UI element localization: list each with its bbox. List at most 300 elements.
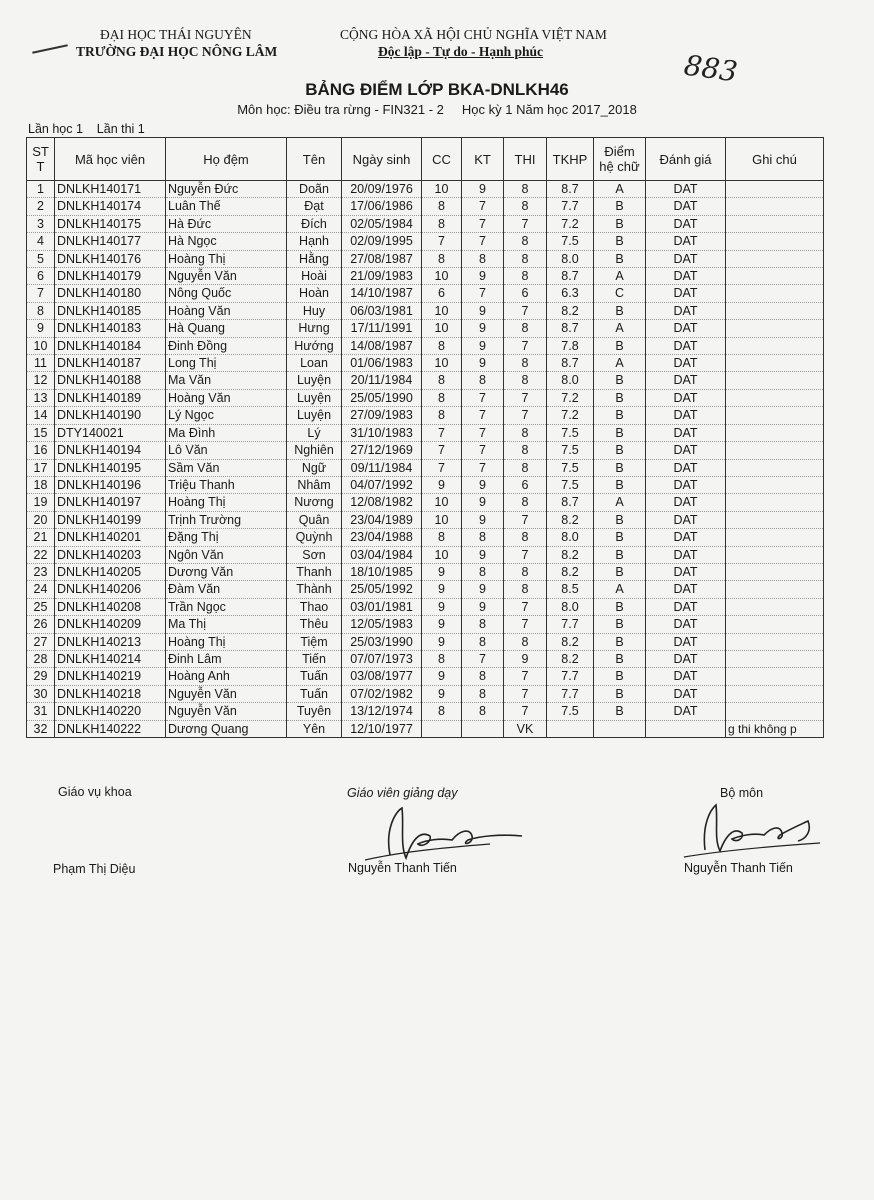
cell-middle-name: Ma Thị xyxy=(166,616,287,633)
cell-evaluation: DAT xyxy=(646,459,726,476)
table-row xyxy=(27,389,824,406)
cell-tkhp: 8.7 xyxy=(547,494,594,511)
cell-note xyxy=(726,529,824,546)
cell-cc: 10 xyxy=(422,320,462,337)
cell-middle-name: Nguyễn Văn xyxy=(166,685,287,702)
cell-kt: 9 xyxy=(462,581,504,598)
table-row xyxy=(27,285,824,302)
cell-first-name: Nhâm xyxy=(287,476,342,493)
table-row xyxy=(27,424,824,441)
cell-tkhp: 8.0 xyxy=(547,372,594,389)
cell-student-id: DNLKH140205 xyxy=(55,563,166,580)
cell-note xyxy=(726,633,824,650)
cell-stt: 21 xyxy=(27,529,55,546)
cell-thi: 8 xyxy=(504,529,547,546)
cell-kt: 9 xyxy=(462,268,504,285)
cell-stt: 5 xyxy=(27,250,55,267)
cell-note xyxy=(726,546,824,563)
cell-thi: 8 xyxy=(504,198,547,215)
cell-stt: 23 xyxy=(27,563,55,580)
cell-cc: 9 xyxy=(422,476,462,493)
cell-cc: 7 xyxy=(422,442,462,459)
cell-stt: 6 xyxy=(27,268,55,285)
cell-first-name: Huy xyxy=(287,302,342,319)
cell-birthdate: 25/05/1992 xyxy=(342,581,422,598)
cell-evaluation: DAT xyxy=(646,650,726,667)
table-row xyxy=(27,442,824,459)
cell-thi: 8 xyxy=(504,563,547,580)
cell-kt: 7 xyxy=(462,198,504,215)
cell-cc: 9 xyxy=(422,668,462,685)
cell-student-id: DNLKH140213 xyxy=(55,633,166,650)
cell-student-id: DNLKH140219 xyxy=(55,668,166,685)
session-info: Lần học 1 Lần thi 1 xyxy=(28,122,145,136)
cell-stt: 30 xyxy=(27,685,55,702)
cell-cc: 8 xyxy=(422,650,462,667)
cell-thi: 7 xyxy=(504,511,547,528)
cell-birthdate: 12/10/1977 xyxy=(342,720,422,737)
page-title: BẢNG ĐIỂM LỚP BKA-DNLKH46 xyxy=(305,80,569,99)
cell-cc: 8 xyxy=(422,372,462,389)
cell-evaluation: DAT xyxy=(646,337,726,354)
cell-tkhp: 7.5 xyxy=(547,233,594,250)
cell-first-name: Tuấn xyxy=(287,685,342,702)
cell-kt: 7 xyxy=(462,215,504,232)
cell-stt: 24 xyxy=(27,581,55,598)
cell-first-name: Nghiên xyxy=(287,442,342,459)
cell-tkhp: 8.2 xyxy=(547,633,594,650)
cell-birthdate: 03/04/1984 xyxy=(342,546,422,563)
cell-evaluation: DAT xyxy=(646,320,726,337)
cell-evaluation: DAT xyxy=(646,563,726,580)
cell-student-id: DNLKH140180 xyxy=(55,285,166,302)
cell-cc: 10 xyxy=(422,511,462,528)
table-row xyxy=(27,407,824,424)
cell-kt: 9 xyxy=(462,355,504,372)
table-row xyxy=(27,181,824,198)
cell-kt: 7 xyxy=(462,407,504,424)
cell-student-id: DNLKH140188 xyxy=(55,372,166,389)
cell-student-id: DNLKH140197 xyxy=(55,494,166,511)
cell-first-name: Hướng xyxy=(287,337,342,354)
cell-middle-name: Dương Văn xyxy=(166,563,287,580)
cell-stt: 28 xyxy=(27,650,55,667)
cell-first-name: Tiến xyxy=(287,650,342,667)
cell-evaluation: DAT xyxy=(646,703,726,720)
cell-stt: 16 xyxy=(27,442,55,459)
cell-thi: 8 xyxy=(504,268,547,285)
cell-tkhp: 8.2 xyxy=(547,650,594,667)
cell-stt: 8 xyxy=(27,302,55,319)
cell-student-id: DNLKH140189 xyxy=(55,389,166,406)
table-row xyxy=(27,650,824,667)
table-row xyxy=(27,302,824,319)
cell-note xyxy=(726,389,824,406)
cell-evaluation: DAT xyxy=(646,215,726,232)
cell-tkhp: 7.5 xyxy=(547,442,594,459)
cell-letter-grade: B xyxy=(594,337,646,354)
cell-student-id: DNLKH140209 xyxy=(55,616,166,633)
cell-thi: 7 xyxy=(504,407,547,424)
cell-tkhp: 7.7 xyxy=(547,668,594,685)
cell-evaluation: DAT xyxy=(646,529,726,546)
cell-student-id: DNLKH140176 xyxy=(55,250,166,267)
cell-first-name: Hằng xyxy=(287,250,342,267)
cell-note xyxy=(726,703,824,720)
dept-label: Bộ môn xyxy=(720,786,764,800)
cell-tkhp: 8.2 xyxy=(547,302,594,319)
cell-kt: 7 xyxy=(462,459,504,476)
cell-middle-name: Ma Đình xyxy=(166,424,287,441)
cell-evaluation: DAT xyxy=(646,476,726,493)
cell-thi: 9 xyxy=(504,650,547,667)
cell-evaluation: DAT xyxy=(646,424,726,441)
cell-kt: 8 xyxy=(462,563,504,580)
table-row xyxy=(27,563,824,580)
cell-first-name: Hưng xyxy=(287,320,342,337)
cell-tkhp: 7.2 xyxy=(547,389,594,406)
cell-evaluation: DAT xyxy=(646,285,726,302)
table-row xyxy=(27,598,824,615)
cell-middle-name: Hoàng Thị xyxy=(166,633,287,650)
cell-note xyxy=(726,268,824,285)
cell-birthdate: 06/03/1981 xyxy=(342,302,422,319)
school-name: TRƯỜNG ĐẠI HỌC NÔNG LÂM xyxy=(76,44,278,59)
cell-tkhp xyxy=(547,720,594,737)
cell-evaluation: DAT xyxy=(646,407,726,424)
cell-first-name: Luyện xyxy=(287,372,342,389)
cell-letter-grade: B xyxy=(594,407,646,424)
table-row xyxy=(27,546,824,563)
table-row xyxy=(27,616,824,633)
cell-tkhp: 8.0 xyxy=(547,529,594,546)
cell-note xyxy=(726,320,824,337)
cell-evaluation: DAT xyxy=(646,511,726,528)
teacher-signer-name: Nguyễn Thanh Tiến xyxy=(348,861,457,875)
university-name: ĐẠI HỌC THÁI NGUYÊN xyxy=(100,27,252,42)
cell-letter-grade: B xyxy=(594,233,646,250)
cell-birthdate: 21/09/1983 xyxy=(342,268,422,285)
cell-stt: 15 xyxy=(27,424,55,441)
cell-student-id: DNLKH140174 xyxy=(55,198,166,215)
cell-kt: 9 xyxy=(462,494,504,511)
handwritten-number: 883 xyxy=(681,48,740,89)
cell-first-name: Nương xyxy=(287,494,342,511)
cell-student-id: DNLKH140199 xyxy=(55,511,166,528)
dept-signer-name: Nguyễn Thanh Tiến xyxy=(684,861,793,875)
cell-letter-grade: B xyxy=(594,442,646,459)
cell-birthdate: 17/06/1986 xyxy=(342,198,422,215)
cell-cc: 8 xyxy=(422,250,462,267)
office-signer-name: Phạm Thị Diệu xyxy=(53,862,136,876)
cell-cc: 8 xyxy=(422,337,462,354)
cell-kt: 7 xyxy=(462,233,504,250)
cell-tkhp: 8.2 xyxy=(547,546,594,563)
cell-cc: 9 xyxy=(422,581,462,598)
cell-letter-grade: A xyxy=(594,181,646,198)
cell-tkhp: 8.7 xyxy=(547,181,594,198)
cell-cc: 10 xyxy=(422,302,462,319)
cell-birthdate: 03/01/1981 xyxy=(342,598,422,615)
cell-stt: 26 xyxy=(27,616,55,633)
cell-thi: 7 xyxy=(504,685,547,702)
cell-kt: 7 xyxy=(462,650,504,667)
cell-first-name: Luyện xyxy=(287,407,342,424)
table-row xyxy=(27,703,824,720)
cell-thi: 7 xyxy=(504,668,547,685)
cell-birthdate: 25/05/1990 xyxy=(342,389,422,406)
cell-birthdate: 27/09/1983 xyxy=(342,407,422,424)
cell-letter-grade xyxy=(594,720,646,737)
cell-middle-name: Trần Ngọc xyxy=(166,598,287,615)
cell-stt: 9 xyxy=(27,320,55,337)
cell-evaluation: DAT xyxy=(646,685,726,702)
cell-tkhp: 7.2 xyxy=(547,407,594,424)
cell-letter-grade: B xyxy=(594,389,646,406)
cell-kt: 9 xyxy=(462,320,504,337)
course-subtitle: Môn học: Điều tra rừng - FIN321 - 2 Học kỳ 1 Năm học 2017_2018 xyxy=(237,102,637,117)
cell-birthdate: 02/05/1984 xyxy=(342,215,422,232)
cell-stt: 19 xyxy=(27,494,55,511)
cell-evaluation: DAT xyxy=(646,233,726,250)
table-row xyxy=(27,372,824,389)
cell-student-id: DNLKH140194 xyxy=(55,442,166,459)
cell-thi: 8 xyxy=(504,320,547,337)
cell-student-id: DNLKH140206 xyxy=(55,581,166,598)
cell-birthdate: 12/08/1982 xyxy=(342,494,422,511)
table-row xyxy=(27,215,824,232)
cell-thi: 8 xyxy=(504,633,547,650)
cell-birthdate: 13/12/1974 xyxy=(342,703,422,720)
table-row xyxy=(27,685,824,702)
cell-student-id: DNLKH140185 xyxy=(55,302,166,319)
cell-tkhp: 8.7 xyxy=(547,355,594,372)
table-row xyxy=(27,633,824,650)
cell-middle-name: Lô Văn xyxy=(166,442,287,459)
cell-cc: 8 xyxy=(422,407,462,424)
cell-note xyxy=(726,616,824,633)
cell-note xyxy=(726,407,824,424)
teacher-label: Giáo viên giảng dạy xyxy=(347,786,458,800)
cell-letter-grade: A xyxy=(594,355,646,372)
cell-birthdate: 23/04/1988 xyxy=(342,529,422,546)
cell-letter-grade: B xyxy=(594,476,646,493)
cell-evaluation: DAT xyxy=(646,372,726,389)
cell-middle-name: Trịnh Trường xyxy=(166,511,287,528)
cell-stt: 27 xyxy=(27,633,55,650)
cell-first-name: Sơn xyxy=(287,546,342,563)
cell-birthdate: 09/11/1984 xyxy=(342,459,422,476)
cell-thi: 7 xyxy=(504,546,547,563)
cell-evaluation: DAT xyxy=(646,616,726,633)
cell-note xyxy=(726,302,824,319)
dept-signature xyxy=(680,795,830,865)
cell-stt: 11 xyxy=(27,355,55,372)
independence-motto: Độc lập - Tự do - Hạnh phúc xyxy=(378,44,544,59)
cell-cc: 7 xyxy=(422,459,462,476)
table-row xyxy=(27,337,824,354)
cell-student-id: DNLKH140196 xyxy=(55,476,166,493)
country-motto: CỘNG HÒA XÃ HỘI CHỦ NGHĨA VIỆT NAM xyxy=(340,27,607,42)
cell-stt: 4 xyxy=(27,233,55,250)
cell-tkhp: 8.5 xyxy=(547,581,594,598)
cell-letter-grade: B xyxy=(594,302,646,319)
cell-cc: 10 xyxy=(422,494,462,511)
cell-birthdate: 18/10/1985 xyxy=(342,563,422,580)
cell-first-name: Lý xyxy=(287,424,342,441)
cell-first-name: Hoàn xyxy=(287,285,342,302)
cell-middle-name: Đinh Lâm xyxy=(166,650,287,667)
table-row xyxy=(27,720,824,737)
cell-letter-grade: B xyxy=(594,685,646,702)
cell-thi: 8 xyxy=(504,494,547,511)
cell-stt: 14 xyxy=(27,407,55,424)
teacher-signature xyxy=(360,800,540,870)
cell-middle-name: Đàm Văn xyxy=(166,581,287,598)
cell-note xyxy=(726,442,824,459)
cell-evaluation: DAT xyxy=(646,494,726,511)
cell-first-name: Luyện xyxy=(287,389,342,406)
cell-thi: 7 xyxy=(504,703,547,720)
cell-birthdate: 07/07/1973 xyxy=(342,650,422,667)
cell-thi: 7 xyxy=(504,215,547,232)
cell-student-id: DNLKH140220 xyxy=(55,703,166,720)
cell-kt xyxy=(462,720,504,737)
table-row xyxy=(27,320,824,337)
cell-note xyxy=(726,215,824,232)
cell-tkhp: 7.7 xyxy=(547,685,594,702)
cell-note xyxy=(726,424,824,441)
cell-first-name: Đạt xyxy=(287,198,342,215)
cell-letter-grade: B xyxy=(594,616,646,633)
cell-thi: 8 xyxy=(504,424,547,441)
cell-first-name: Quân xyxy=(287,511,342,528)
table-row xyxy=(27,529,824,546)
cell-cc: 9 xyxy=(422,616,462,633)
cell-letter-grade: A xyxy=(594,268,646,285)
cell-thi: 8 xyxy=(504,233,547,250)
cell-middle-name: Ngôn Văn xyxy=(166,546,287,563)
cell-middle-name: Dương Quang xyxy=(166,720,287,737)
cell-cc: 10 xyxy=(422,355,462,372)
cell-middle-name: Hoàng Văn xyxy=(166,302,287,319)
cell-middle-name: Hoàng Thị xyxy=(166,494,287,511)
cell-student-id: DNLKH140201 xyxy=(55,529,166,546)
cell-birthdate: 31/10/1983 xyxy=(342,424,422,441)
cell-kt: 9 xyxy=(462,337,504,354)
col-student-id: Mã học viên xyxy=(55,138,166,181)
cell-kt: 8 xyxy=(462,703,504,720)
cell-thi: 7 xyxy=(504,337,547,354)
cell-kt: 9 xyxy=(462,302,504,319)
cell-evaluation: DAT xyxy=(646,668,726,685)
cell-tkhp: 8.0 xyxy=(547,250,594,267)
cell-kt: 8 xyxy=(462,668,504,685)
cell-letter-grade: B xyxy=(594,215,646,232)
cell-stt: 3 xyxy=(27,215,55,232)
cell-evaluation: DAT xyxy=(646,355,726,372)
cell-note xyxy=(726,685,824,702)
col-thi: THI xyxy=(504,138,547,181)
cell-kt: 7 xyxy=(462,285,504,302)
cell-evaluation: DAT xyxy=(646,250,726,267)
cell-birthdate: 27/12/1969 xyxy=(342,442,422,459)
cell-note xyxy=(726,285,824,302)
cell-note xyxy=(726,650,824,667)
col-notes: Ghi chú xyxy=(726,138,824,181)
cell-evaluation: DAT xyxy=(646,198,726,215)
cell-middle-name: Nguyễn Đức xyxy=(166,181,287,198)
cell-student-id: DNLKH140177 xyxy=(55,233,166,250)
cell-cc: 10 xyxy=(422,268,462,285)
cell-stt: 29 xyxy=(27,668,55,685)
cell-letter-grade: A xyxy=(594,494,646,511)
cell-student-id: DNLKH140214 xyxy=(55,650,166,667)
cell-kt: 9 xyxy=(462,546,504,563)
cell-letter-grade: B xyxy=(594,198,646,215)
cell-thi: 8 xyxy=(504,459,547,476)
cell-student-id: DNLKH140175 xyxy=(55,215,166,232)
cell-note xyxy=(726,668,824,685)
cell-cc: 9 xyxy=(422,563,462,580)
cell-first-name: Hạnh xyxy=(287,233,342,250)
cell-student-id: DNLKH140179 xyxy=(55,268,166,285)
cell-middle-name: Long Thị xyxy=(166,355,287,372)
cell-cc xyxy=(422,720,462,737)
col-stt: ST T xyxy=(27,138,55,181)
cell-middle-name: Ma Văn xyxy=(166,372,287,389)
cell-letter-grade: B xyxy=(594,459,646,476)
col-middle-name: Họ đệm xyxy=(166,138,287,181)
cell-stt: 22 xyxy=(27,546,55,563)
table-row xyxy=(27,355,824,372)
cell-kt: 9 xyxy=(462,511,504,528)
margin-dash xyxy=(32,44,68,53)
cell-stt: 17 xyxy=(27,459,55,476)
cell-tkhp: 7.5 xyxy=(547,459,594,476)
cell-stt: 12 xyxy=(27,372,55,389)
cell-birthdate: 27/08/1987 xyxy=(342,250,422,267)
cell-tkhp: 6.3 xyxy=(547,285,594,302)
cell-cc: 10 xyxy=(422,181,462,198)
cell-thi: 8 xyxy=(504,355,547,372)
cell-letter-grade: B xyxy=(594,668,646,685)
cell-kt: 8 xyxy=(462,633,504,650)
cell-evaluation xyxy=(646,720,726,737)
cell-kt: 8 xyxy=(462,529,504,546)
cell-kt: 8 xyxy=(462,372,504,389)
table-row xyxy=(27,668,824,685)
cell-tkhp: 8.0 xyxy=(547,598,594,615)
cell-tkhp: 7.5 xyxy=(547,476,594,493)
cell-note xyxy=(726,563,824,580)
cell-first-name: Loan xyxy=(287,355,342,372)
cell-note xyxy=(726,233,824,250)
table-row xyxy=(27,198,824,215)
cell-note xyxy=(726,511,824,528)
cell-letter-grade: B xyxy=(594,372,646,389)
cell-tkhp: 7.5 xyxy=(547,703,594,720)
table-header-row xyxy=(27,138,824,181)
office-label: Giáo vụ khoa xyxy=(58,785,132,799)
cell-thi: 7 xyxy=(504,598,547,615)
cell-first-name: Tuấn xyxy=(287,668,342,685)
cell-middle-name: Đặng Thị xyxy=(166,529,287,546)
table-row xyxy=(27,459,824,476)
cell-tkhp: 7.7 xyxy=(547,198,594,215)
cell-kt: 9 xyxy=(462,598,504,615)
cell-cc: 8 xyxy=(422,198,462,215)
